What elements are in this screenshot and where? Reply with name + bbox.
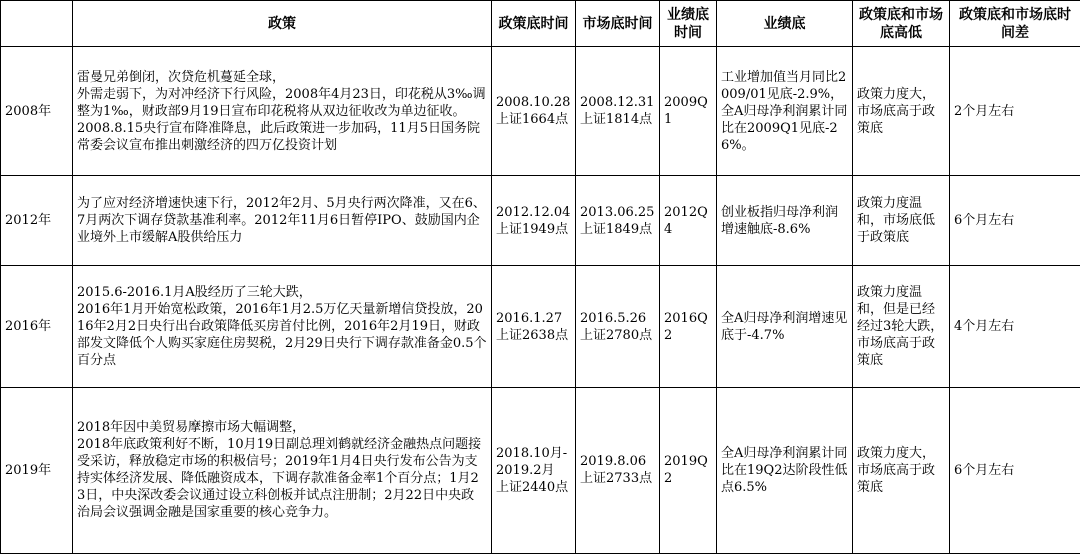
policy-line: 2016年1月开始宽松政策，2016年1月2.5万亿天量新增信贷投放，2016年2月2日央行出台政策降低买房首付比例，2016年2月19日，财政部发文降低个人购买家庭住房契税，2月29日央行下调存款准备金0.5个百分点 bbox=[77, 302, 487, 369]
table-row bbox=[1, 387, 1080, 553]
policy-bottom-index: 上证2638点 bbox=[496, 327, 569, 343]
header-comparison: 政策底和市场底高低 bbox=[853, 1, 950, 47]
policy-line: 2008.8.15央行宣布降准降息，此后政策进一步加码，11月5日国务院常委会议宣布推出刺激经济的四万亿投资计划 bbox=[77, 120, 480, 153]
comparison-cell: 政策力度大，市场底高于政策底 bbox=[853, 387, 950, 553]
market-bottom-index: 上证2733点 bbox=[580, 471, 653, 487]
time-gap-cell: 6个月左右 bbox=[950, 176, 1080, 266]
policy-bottom-index: 上证1664点 bbox=[496, 112, 569, 128]
earnings-bottom-time-cell: 2012Q4 bbox=[660, 176, 717, 266]
header-market-bottom-time: 市场底时间 bbox=[576, 1, 660, 47]
earnings-bottom-cell: 创业板指归母净利润增速触底-8.6% bbox=[717, 176, 853, 266]
header-row bbox=[1, 1, 1080, 47]
earnings-bottom-cell: 全A归母净利润累计同比在19Q2达阶段性低点6.5% bbox=[717, 387, 853, 553]
time-gap-cell: 6个月左右 bbox=[950, 387, 1080, 553]
policy-bottom-index: 上证1949点 bbox=[496, 221, 569, 237]
policy-bottom-cell bbox=[492, 266, 576, 387]
policy-line: 2018年底政策利好不断，10月19日副总理刘鹤就经济金融热点问题接受采访，释放稳定市场的积极信号；2019年1月4日央行发布公告为支持实体经济发展、降低融资成本，下调存款准备金率1个百分点；1月23日，中央深改委会议通过设立科创板并试点注册制；2月22日中央政治局会议强调金融是国家重要的核心竞争力。 bbox=[77, 437, 482, 521]
market-bottom-cell bbox=[576, 387, 660, 553]
earnings-bottom-time-cell: 2019Q2 bbox=[660, 387, 717, 553]
market-bottom-date: 2008.12.31 bbox=[580, 95, 655, 111]
earnings-bottom-cell: 全A归母净利润增速见底于-4.7% bbox=[717, 266, 853, 387]
earnings-bottom-time-cell: 2009Q1 bbox=[660, 47, 717, 176]
market-bottom-index: 上证1814点 bbox=[580, 112, 653, 128]
market-bottom-cell bbox=[576, 176, 660, 266]
policy-cell bbox=[73, 387, 492, 553]
market-bottom-date: 2016.5.26 bbox=[580, 310, 647, 326]
header-policy: 政策 bbox=[73, 1, 492, 47]
market-bottom-cell bbox=[576, 47, 660, 176]
policy-bottom-cell bbox=[492, 176, 576, 266]
policy-line: 外需走弱下，为对冲经济下行风险，2008年4月23日，印花税从3‰调整为1‰，财政部9月19日宣布印花税将从双边征收改为单边征收。 bbox=[77, 86, 486, 119]
policy-cell bbox=[73, 266, 492, 387]
header-earnings-bottom-time: 业绩底时间 bbox=[660, 1, 717, 47]
year-cell: 2016年 bbox=[1, 266, 73, 387]
policy-line: 2018年因中美贸易摩擦市场大幅调整， bbox=[77, 420, 306, 436]
market-bottom-index: 上证1849点 bbox=[580, 221, 653, 237]
policy-cell bbox=[73, 176, 492, 266]
policy-line: 2015.6-2016.1月A股经历了三轮大跌， bbox=[77, 285, 312, 301]
market-bottom-cell bbox=[576, 266, 660, 387]
policy-bottom-date: 2012.12.04 bbox=[496, 204, 571, 220]
header-time-gap: 政策底和市场底时间差 bbox=[950, 1, 1080, 47]
time-gap-cell: 2个月左右 bbox=[950, 47, 1080, 176]
market-bottom-date: 2013.06.25 bbox=[580, 204, 655, 220]
header-earnings-bottom: 业绩底 bbox=[717, 1, 853, 47]
header-policy-bottom-time: 政策底时间 bbox=[492, 1, 576, 47]
policy-bottom-cell bbox=[492, 47, 576, 176]
market-bottom-index: 上证2780点 bbox=[580, 327, 653, 343]
policy-bottom-index: 上证2440点 bbox=[496, 479, 569, 495]
table-row bbox=[1, 47, 1080, 176]
policy-line: 雷曼兄弟倒闭，次贷危机蔓延全球， bbox=[77, 69, 286, 85]
comparison-cell: 政策力度大，市场底高于政策底 bbox=[853, 47, 950, 176]
policy-cell bbox=[73, 47, 492, 176]
time-gap-cell: 4个月左右 bbox=[950, 266, 1080, 387]
policy-bottom-date: 2016.1.27 bbox=[496, 310, 563, 326]
market-bottom-date: 2019.8.06 bbox=[580, 454, 647, 470]
earnings-bottom-time-cell: 2016Q2 bbox=[660, 266, 717, 387]
policy-bottom-date: 2018.10月-2019.2月 bbox=[496, 445, 568, 478]
year-cell: 2019年 bbox=[1, 387, 73, 553]
policy-bottom-date: 2008.10.28 bbox=[496, 95, 571, 111]
header-year bbox=[1, 1, 73, 47]
policy-bottom-cell bbox=[492, 387, 576, 553]
year-cell: 2012年 bbox=[1, 176, 73, 266]
table-row bbox=[1, 266, 1080, 387]
comparison-cell: 政策力度温和，市场底低于政策底 bbox=[853, 176, 950, 266]
earnings-bottom-cell: 工业增加值当月同比2009/01见底-2.9%，全A归母净利润累计同比在2009Q1见底-26%。 bbox=[717, 47, 853, 176]
table-row bbox=[1, 176, 1080, 266]
comparison-cell: 政策力度温和，但是已经经过3轮大跌，市场底高于政策底 bbox=[853, 266, 950, 387]
policy-line: 为了应对经济增速快速下行，2012年2月、5月央行两次降准，又在6、7月两次下调存贷款基准利率。2012年11月6日暂停IPO、鼓励国内企业境外上市缓解A股供给压力 bbox=[77, 196, 486, 246]
year-cell: 2008年 bbox=[1, 47, 73, 176]
